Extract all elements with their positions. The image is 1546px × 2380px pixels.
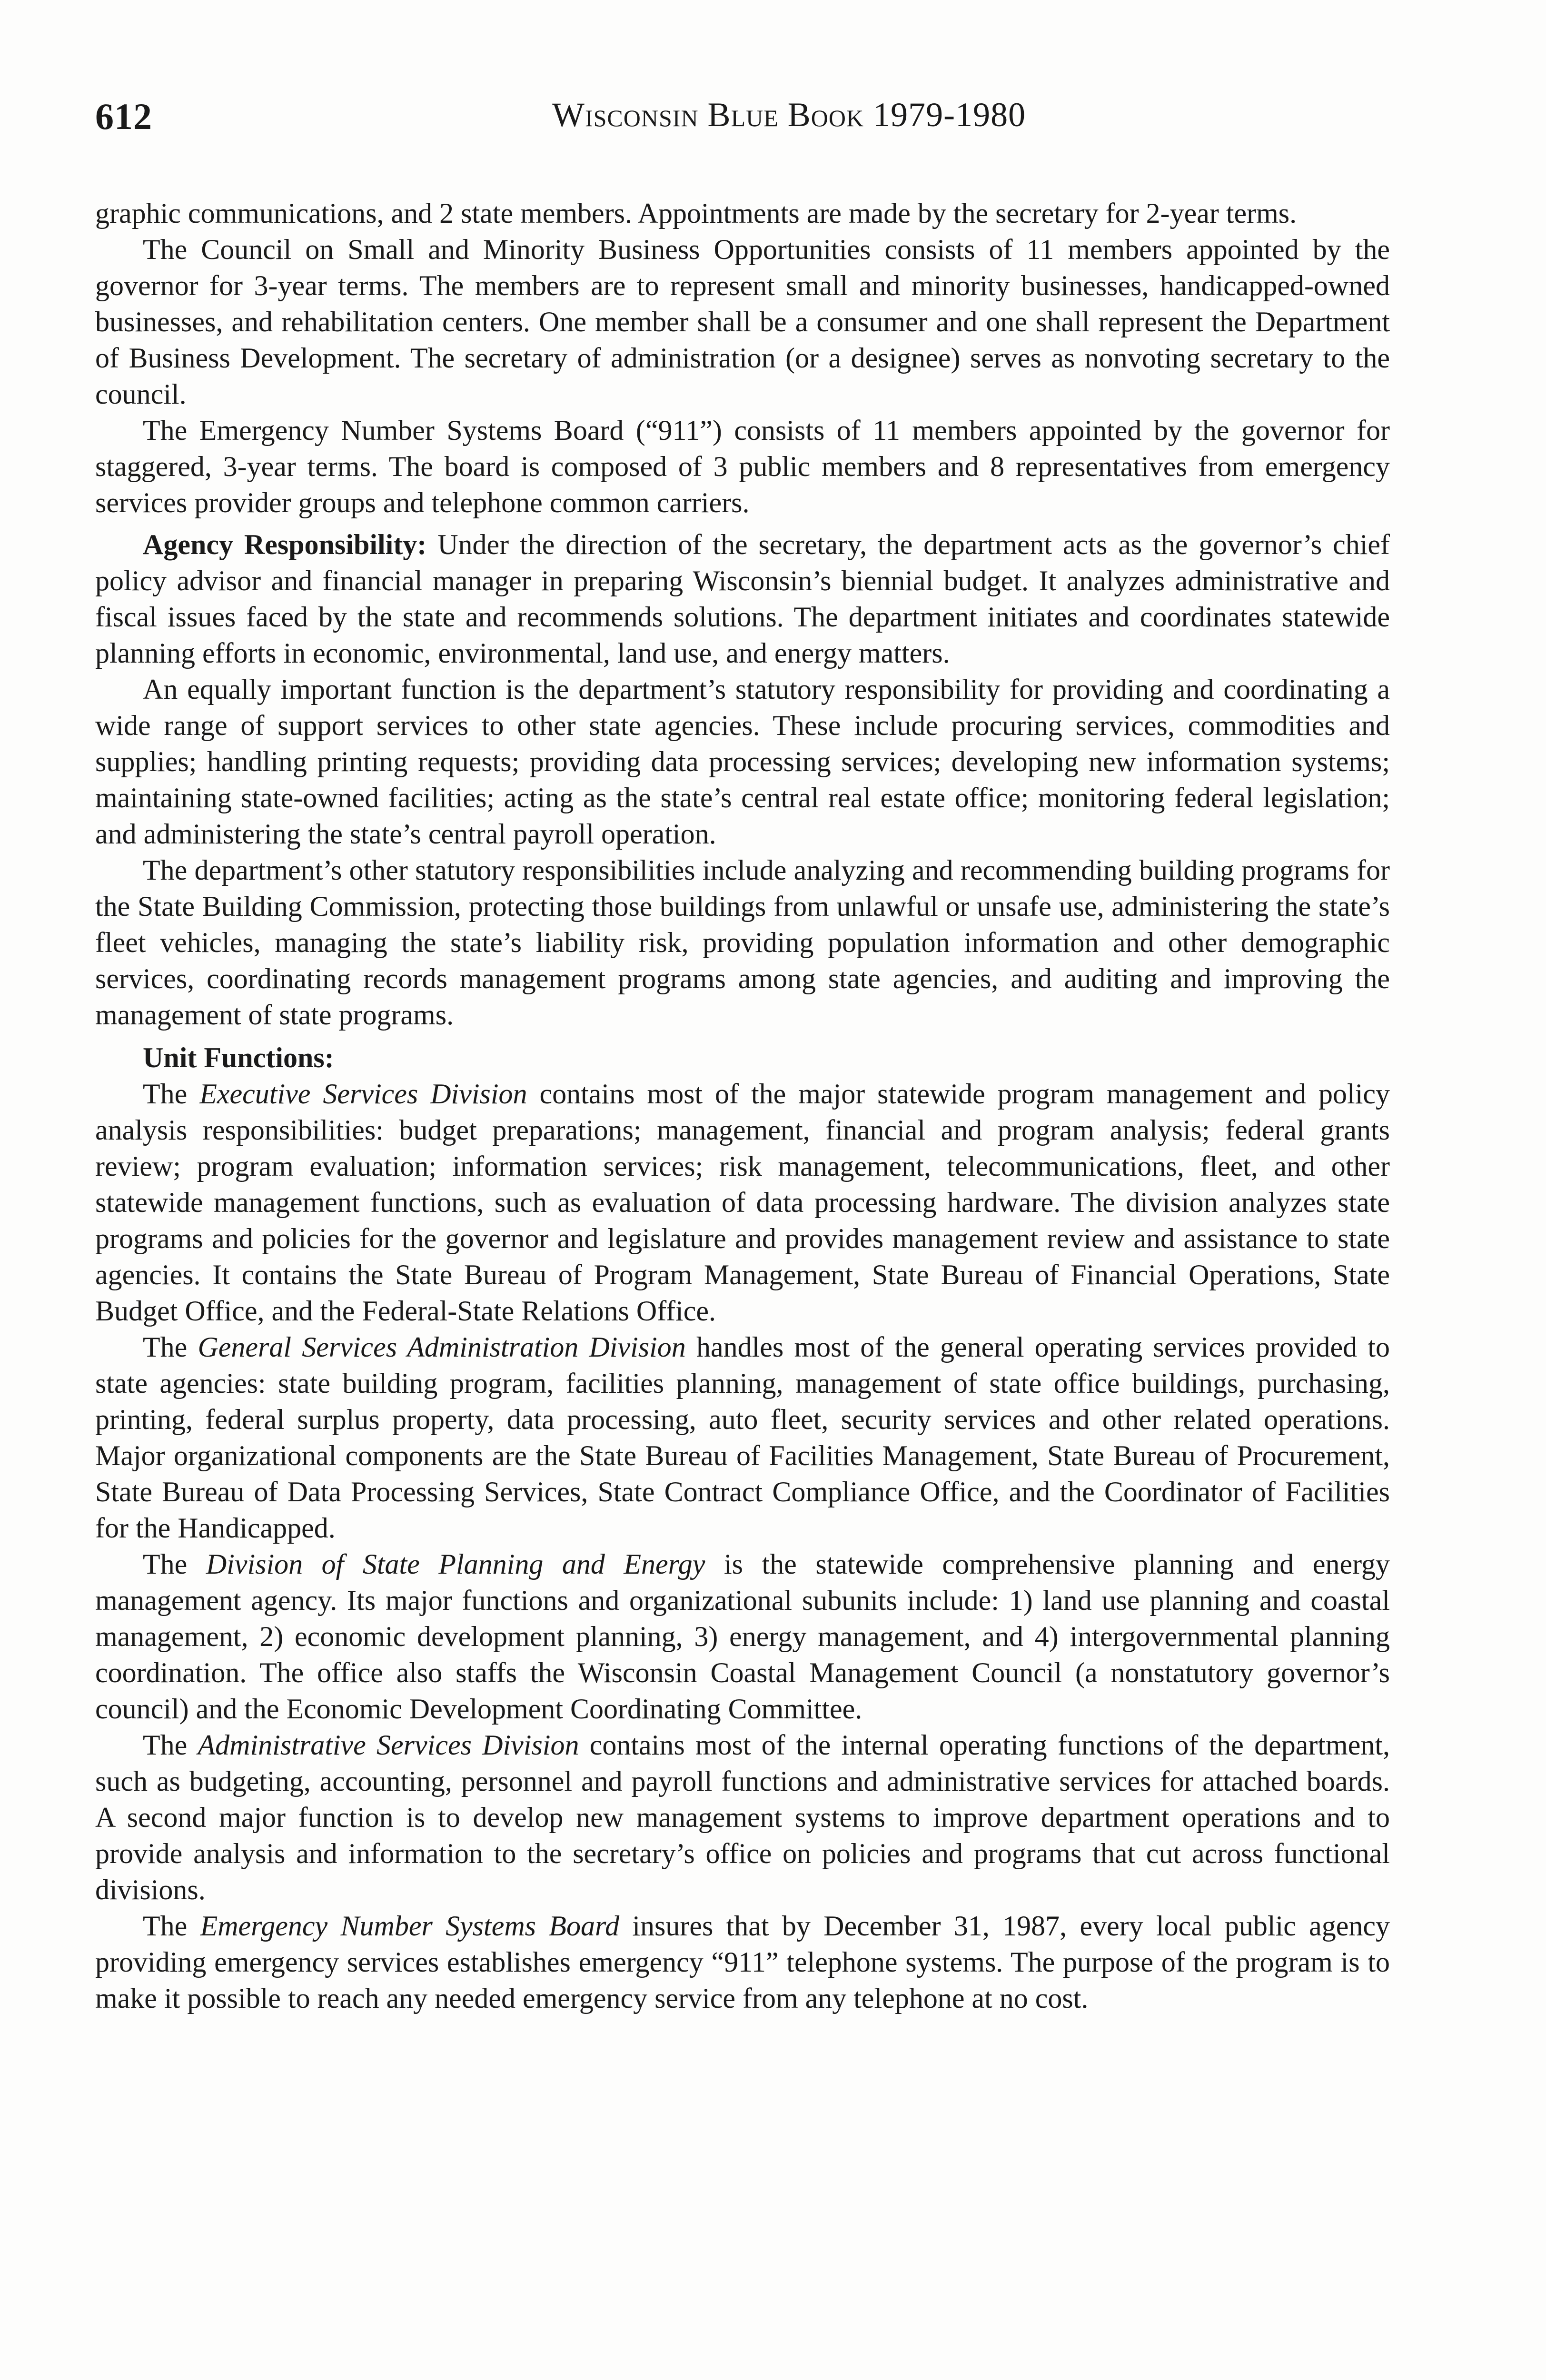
paragraph-continuation <box>95 195 1390 231</box>
division-name: Executive Services Division <box>199 1078 527 1110</box>
division-name: Emergency Number Systems Board <box>200 1910 620 1942</box>
paragraph-text: The Council on Small and Minority Business Opportunities consists of 11 members appointed by the governor for 3-year terms. The members are to represent small and minority businesses, handicapped-owned businesses, and rehabilitation centers. One member shall be a consumer and one shall represent the Department of Business Development. The secretary of administration (or a designee) serves as nonvoting secretary to the council. <box>95 234 1390 410</box>
division-name: General Services Administration Division <box>198 1331 686 1363</box>
paragraph-text: The <box>143 1331 198 1363</box>
paragraph-text: The <box>143 1729 198 1761</box>
paragraph-text: contains most of the major statewide program management and policy analysis responsibilities: budget preparations; management, financial and program analysis; federal grants review; program evaluation; information services; risk management, telecommunications, fleet, and other statewide management functions, such as evaluation of data processing hardware. The division analyzes state programs and policies for the governor and legislature and provides management review and assistance to state agencies. It contains the State Bureau of Program Management, State Bureau of Financial Operations, State Budget Office, and the Federal-State Relations Office. <box>95 1078 1390 1327</box>
paragraph-text: The Emergency Number Systems Board (“911”) consists of 11 members appointed by the governor for staggered, 3-year terms. The board is composed of 3 public members and 8 representatives from emergency services provider groups and telephone common carriers. <box>95 415 1390 518</box>
paragraph-text: The <box>143 1548 206 1580</box>
paragraph-other-responsibilities <box>95 852 1390 1033</box>
run-in-heading: Agency Responsibility: <box>143 529 427 560</box>
paragraph-general-services <box>95 1329 1390 1546</box>
paragraph-text: The <box>143 1078 200 1110</box>
paragraph-text: graphic communications, and 2 state members. Appointments are made by the secretary for 2-year terms. <box>95 198 1297 229</box>
paragraph-executive-services <box>95 1076 1390 1329</box>
division-name: Administrative Services Division <box>198 1729 579 1761</box>
page-header <box>95 95 1390 152</box>
section-heading-unit-functions <box>95 1040 1390 1076</box>
paragraph-text: contains most of the internal operating functions of the department, such as budgeting, accounting, personnel and payroll functions and administrative services for attached boards. A second major function is to develop new management systems to improve department operations and to provide analysis and information to the secretary’s office on policies and programs that cut across functional divisions. <box>95 1729 1390 1905</box>
paragraph-emergency-number-board <box>95 1908 1390 2016</box>
paragraph-text: An equally important function is the department’s statutory responsibility for providing and coordinating a wide range of support services to other state agencies. These include procuring services, commodities and supplies; handling printing requests; providing data processing services; developing new information systems; maintaining state-owned facilities; acting as the state’s central real estate office; monitoring federal legislation; and administering the state’s central payroll operation. <box>95 674 1390 850</box>
paragraph-support-services <box>95 671 1390 852</box>
running-title: Wisconsin Blue Book 1979-1980 <box>552 96 1026 134</box>
paragraph-text: handles most of the general operating services provided to state agencies: state building program, facilities planning, management of state office buildings, purchasing, printing, federal surplus property, data processing, auto fleet, security services and other related operations. Major organizational components are the State Bureau of Facilities Management, State Bureau of Procurement, State Bureau of Data Processing Services, State Contract Compliance Office, and the Coordinator of Facilities for the Handicapped. <box>95 1331 1390 1544</box>
paragraph-administrative-services <box>95 1727 1390 1908</box>
paragraph-text: The <box>143 1910 200 1942</box>
paragraph-text: is the statewide comprehensive planning and energy management agency. Its major functions and organizational subunits include: 1) land use planning and coastal management, 2) economic development planning, 3) energy management, and 4) intergovernmental planning coordination. The office also staffs the Wisconsin Coastal Management Council (a nonstatutory governor’s council) and the Economic Development Coordinating Committee. <box>95 1548 1390 1725</box>
paragraph-agency-responsibility <box>95 526 1390 671</box>
section-heading-text: Unit Functions: <box>143 1042 334 1073</box>
paragraph-text: The department’s other statutory responsibilities include analyzing and recommending building programs for the State Building Commission, protecting those buildings from unlawful or unsafe use, administering the state’s fleet vehicles, managing the state’s liability risk, providing population information and other demographic services, coordinating records management programs among state agencies, and auditing and improving the management of state programs. <box>95 854 1390 1031</box>
page-number: 612 <box>95 96 152 137</box>
paragraph-small-minority-council <box>95 231 1390 412</box>
division-name: Division of State Planning and Energy <box>206 1548 705 1580</box>
paragraph-text: Under the direction of the secretary, the department acts as the governor’s chief policy advisor and financial manager in preparing Wisconsin’s biennial budget. It analyzes administrative and fiscal issues faced by the state and recommends solutions. The department initiates and coordinates statewide planning efforts in economic, environmental, land use, and energy matters. <box>95 529 1390 669</box>
paragraph-text: insures that by December 31, 1987, every local public agency providing emergency services establishes emergency “911” telephone systems. The purpose of the program is to make it possible to reach any needed emergency service from any telephone at no cost. <box>95 1910 1390 2014</box>
body-text <box>95 195 1390 2016</box>
paragraph-state-planning <box>95 1546 1390 1727</box>
paragraph-emergency-board <box>95 412 1390 521</box>
